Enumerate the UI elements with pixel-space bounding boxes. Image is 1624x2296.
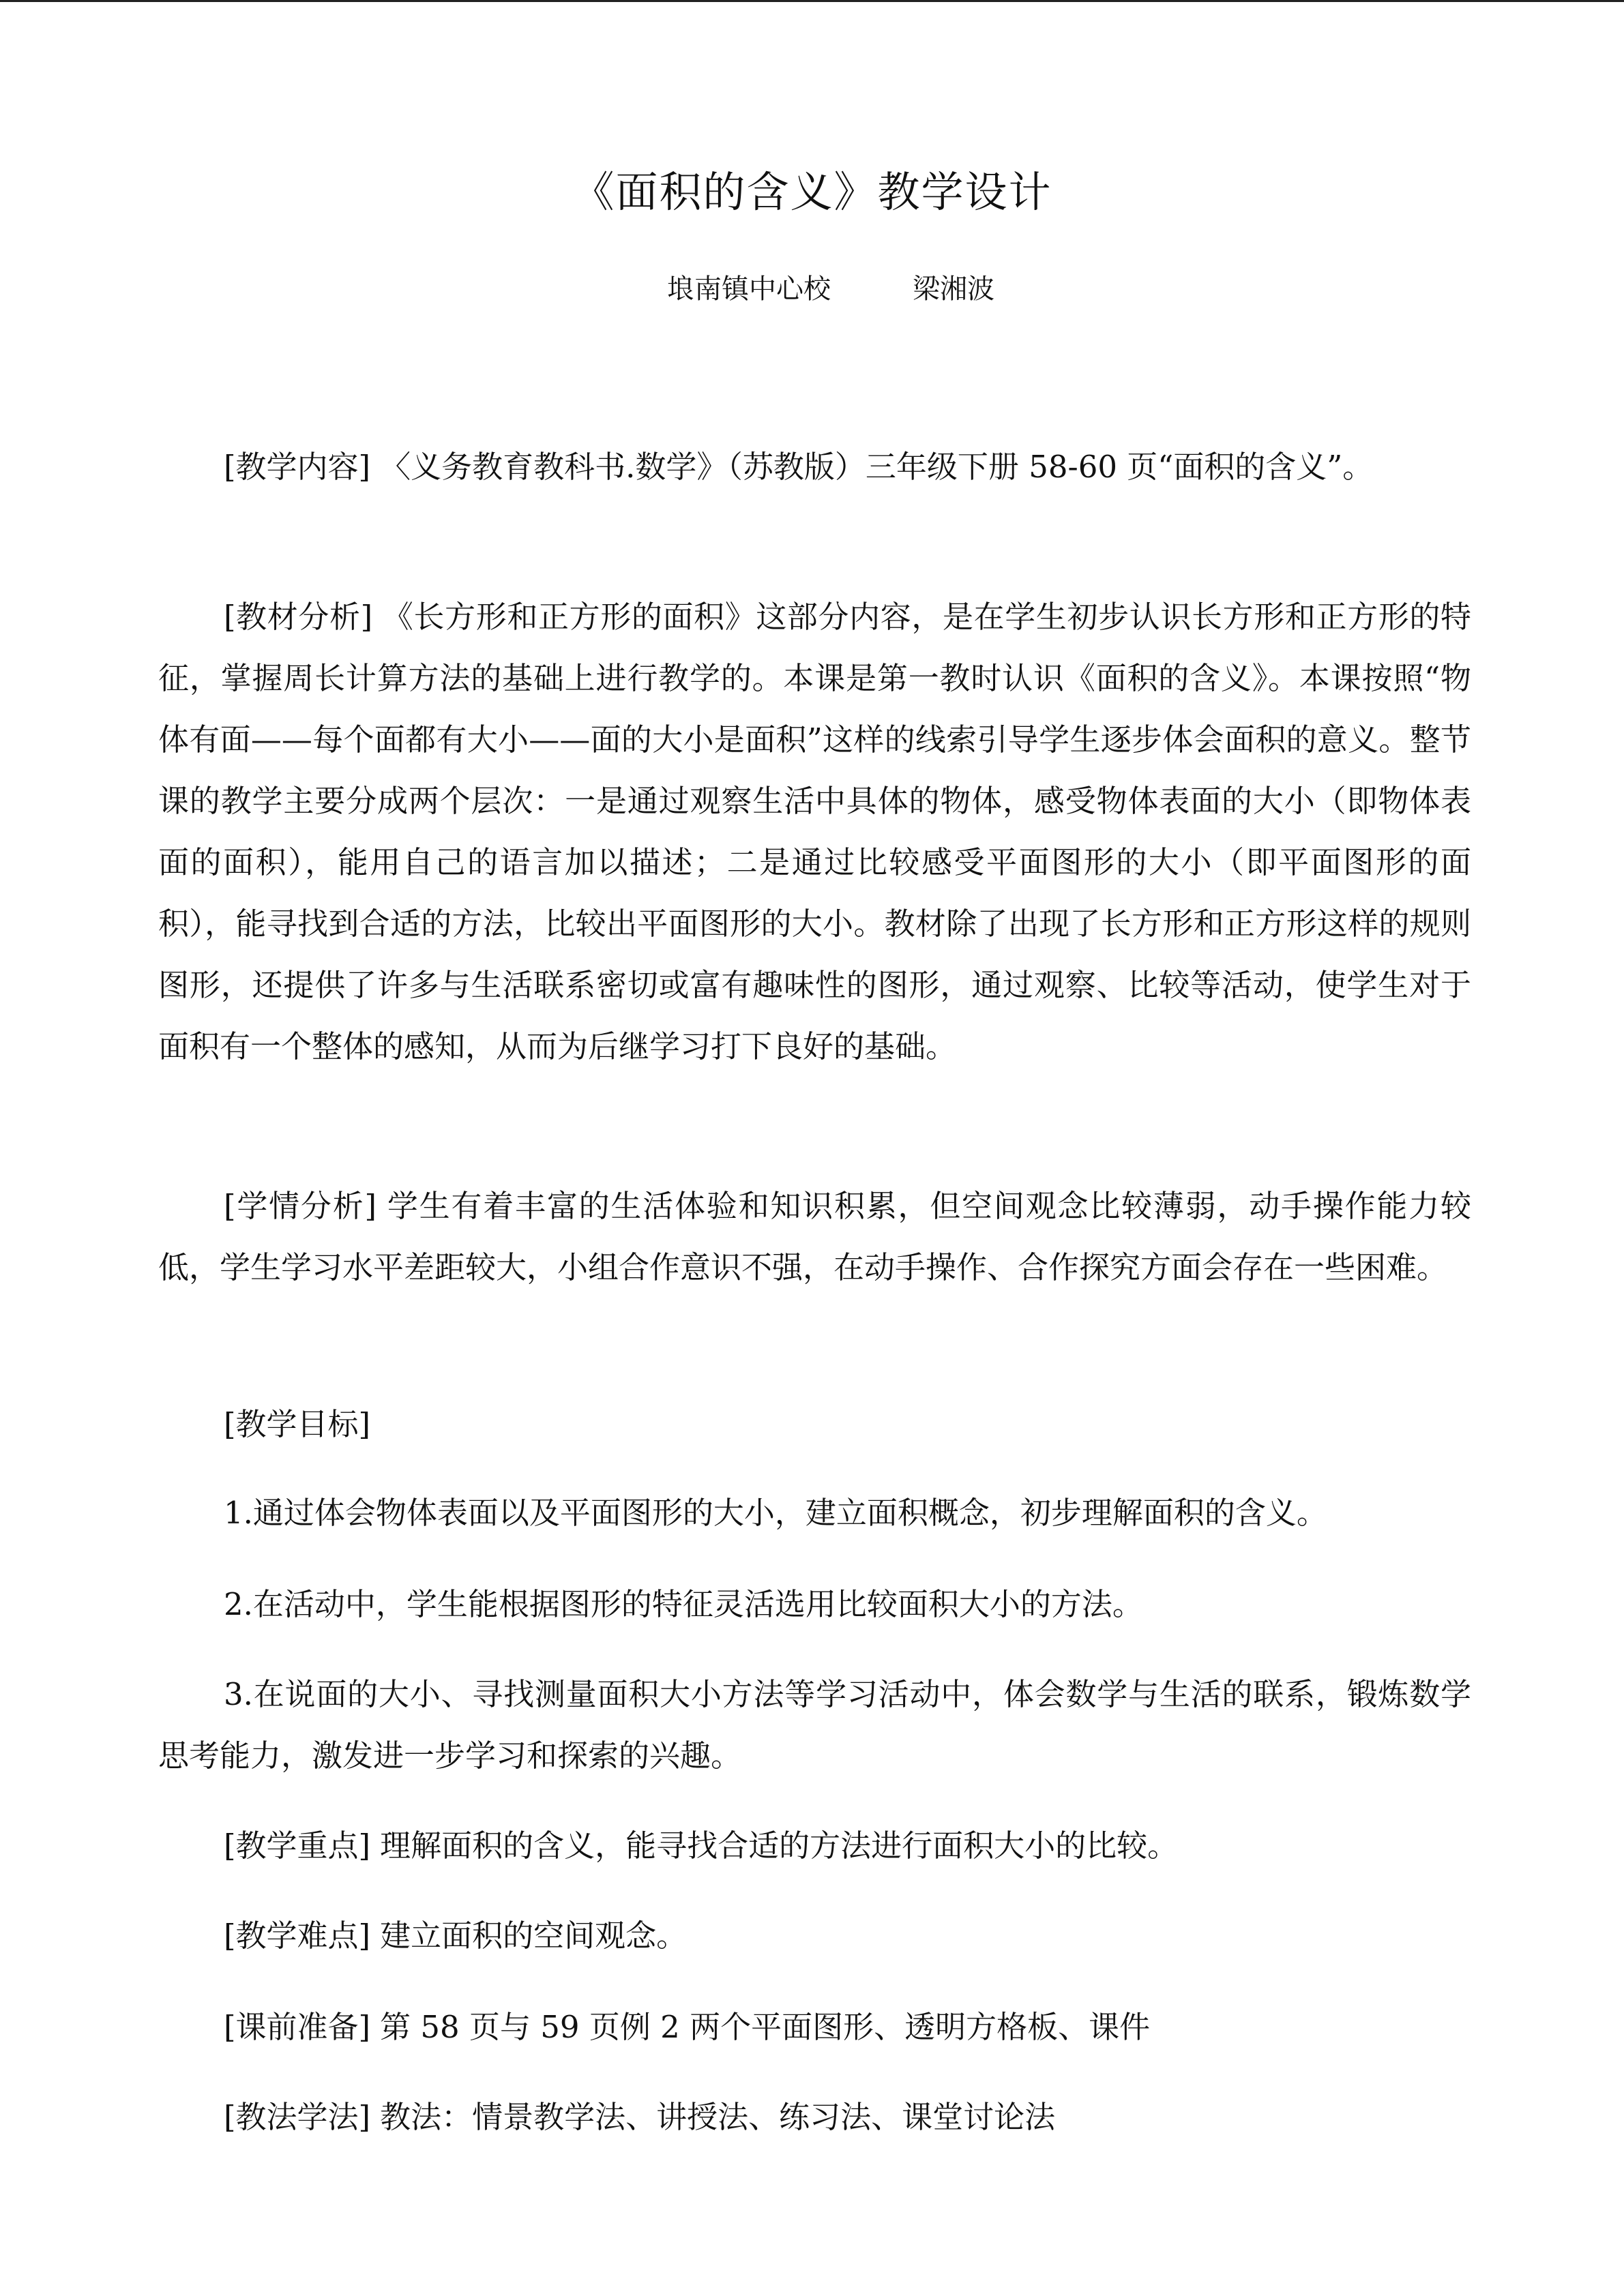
section-teaching-method <box>158 2087 1471 2148</box>
section-text: 理解面积的含义，能寻找合适的方法进行面积大小的比较。 <box>380 1828 1179 1864</box>
section-label: [教学内容] <box>224 449 371 485</box>
section-text: 第 58 页与 59 页例 2 两个平面图形、透明方格板、课件 <box>380 2009 1151 2045</box>
author-name: 梁湘波 <box>913 273 994 305</box>
section-material-analysis <box>158 586 1471 1077</box>
section-preparation <box>158 1997 1471 2058</box>
section-text: 《长方形和正方形的面积》这部分内容，是在学生初步认识长方形和正方形的特征，掌握周长计算方法的基础上进行教学的。本课是第一教时认识《面积的含义》。本课按照“物体有面——每个面都有大小——面的大小是面积”这样的线索引导学生逐步体会面积的意义。整节课的教学主要分成两个层次：一是通过观察生活中具体的物体，感受物体表面的大小（即物体表面的面积），能用自己的语言加以描述；二是通过比较感受平面图形的大小（即平面图形的面积），能寻找到合适的方法，比较出平面图形的大小。教材除了出现了长方形和正方形这样的规则图形，还提供了许多与生活联系密切或富有趣味性的图形，通过观察、比较等活动，使学生对于面积有一个整体的感知，从而为后继学习打下良好的基础。 <box>158 599 1471 1064</box>
section-label: [课前准备] <box>224 2009 371 2045</box>
section-text: 学生有着丰富的生活体验和知识积累，但空间观念比较薄弱，动手操作能力较低，学生学习水平差距较大，小组合作意识不强，在动手操作、合作探究方面会存在一些困难。 <box>158 1188 1471 1285</box>
section-key-point <box>158 1815 1471 1877</box>
section-teaching-goals <box>158 1394 1471 1455</box>
section-label: [教材分析] <box>224 599 373 635</box>
section-difficulty <box>158 1905 1471 1967</box>
top-border-line <box>0 0 1624 2</box>
section-label: [学情分析] <box>224 1188 377 1224</box>
section-teaching-content <box>158 436 1471 498</box>
goal-item: 2.在活动中，学生能根据图形的特征灵活选用比较面积大小的方法。 <box>224 1586 1143 1622</box>
section-label: [教学重点] <box>224 1828 371 1864</box>
section-label: [教法学法] <box>224 2099 371 2135</box>
goal-item: 1.通过体会物体表面以及平面图形的大小，建立面积概念，初步理解面积的含义。 <box>224 1495 1327 1531</box>
document-title: 《面积的含义》教学设计 <box>572 167 1052 217</box>
section-label: [教学目标] <box>224 1406 371 1442</box>
section-text: 建立面积的空间观念。 <box>380 1918 688 1954</box>
goal-item: 3.在说面的大小、寻找测量面积大小方法等学习活动中，体会数学与生活的联系，锻炼数学思考能力，激发进一步学习和探索的兴趣。 <box>158 1676 1471 1774</box>
byline <box>667 267 994 306</box>
section-student-analysis <box>158 1176 1471 1298</box>
school-name: 埌南镇中心校 <box>667 273 831 305</box>
section-text: 教法：情景教学法、讲授法、练习法、课堂讨论法 <box>380 2099 1056 2135</box>
section-text: 〈义务教育教科书.数学》（苏教版）三年级下册 58-60 页“面积的含义”。 <box>380 449 1374 485</box>
section-label: [教学难点] <box>224 1918 371 1954</box>
